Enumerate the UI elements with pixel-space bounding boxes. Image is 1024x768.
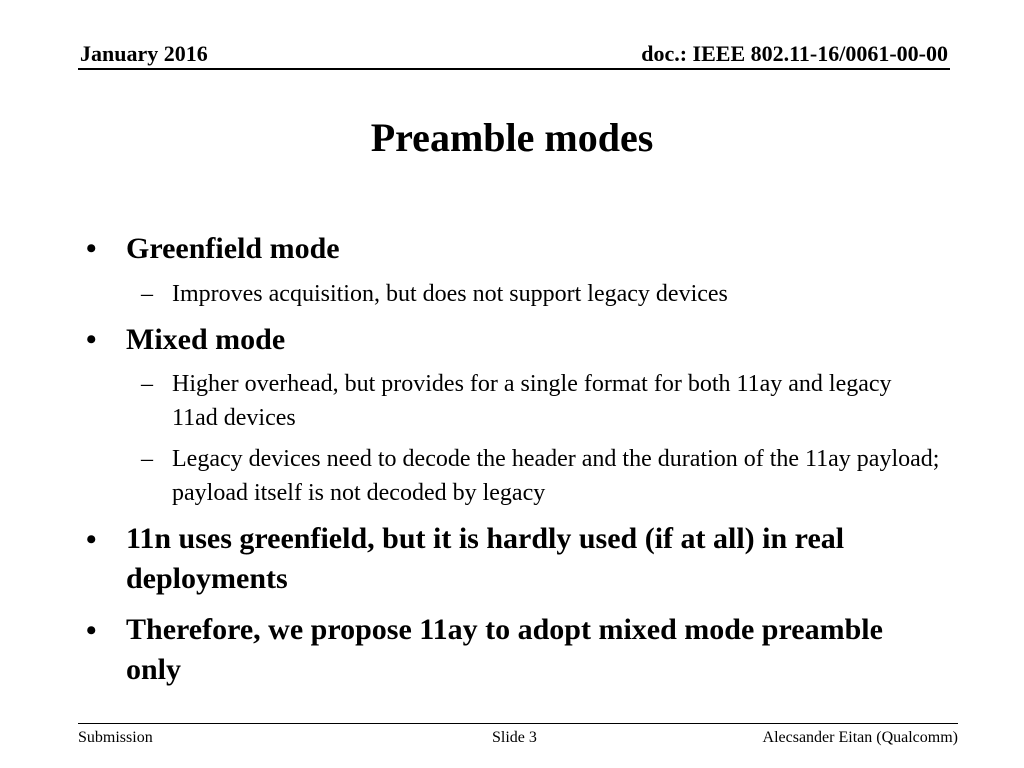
bullet-marker: • [86, 323, 97, 356]
subitem-improves-acquisition: Improves acquisition, but does not support legacy devices [172, 281, 728, 307]
dash-marker: – [141, 281, 153, 307]
header-doc-id: doc.: IEEE 802.11-16/0061-00-00 [641, 41, 948, 66]
dash-marker: – [141, 446, 153, 472]
footer-author: Alecsander Eitan (Qualcomm) [762, 729, 958, 746]
subitem-legacy-decode: Legacy devices need to decode the header and the duration of the 11ay payload; payload itself is not decoded by legacy [172, 446, 940, 506]
bullet-mixed-mode: Mixed mode [126, 323, 286, 356]
subitem-higher-overhead: Higher overhead, but provides for a single format for both 11ay and legacy 11ad devices [172, 371, 892, 431]
header-date: January 2016 [80, 41, 208, 66]
bullet-greenfield-mode: Greenfield mode [126, 232, 340, 265]
dash-marker: – [141, 371, 153, 397]
footer-submission: Submission [78, 729, 153, 746]
bullet-marker: • [86, 232, 97, 265]
footer-slide-number: Slide 3 [492, 729, 537, 746]
bullet-marker: • [86, 614, 97, 647]
bullet-11n-greenfield: 11n uses greenfield, but it is hardly used (if at all) in real deployments [126, 522, 845, 595]
slide-title: Preamble modes [370, 115, 654, 160]
footer-divider [78, 723, 958, 724]
bullet-marker: • [86, 523, 97, 556]
bullet-propose-mixed-mode: Therefore, we propose 11ay to adopt mixed mode preamble only [126, 613, 883, 686]
